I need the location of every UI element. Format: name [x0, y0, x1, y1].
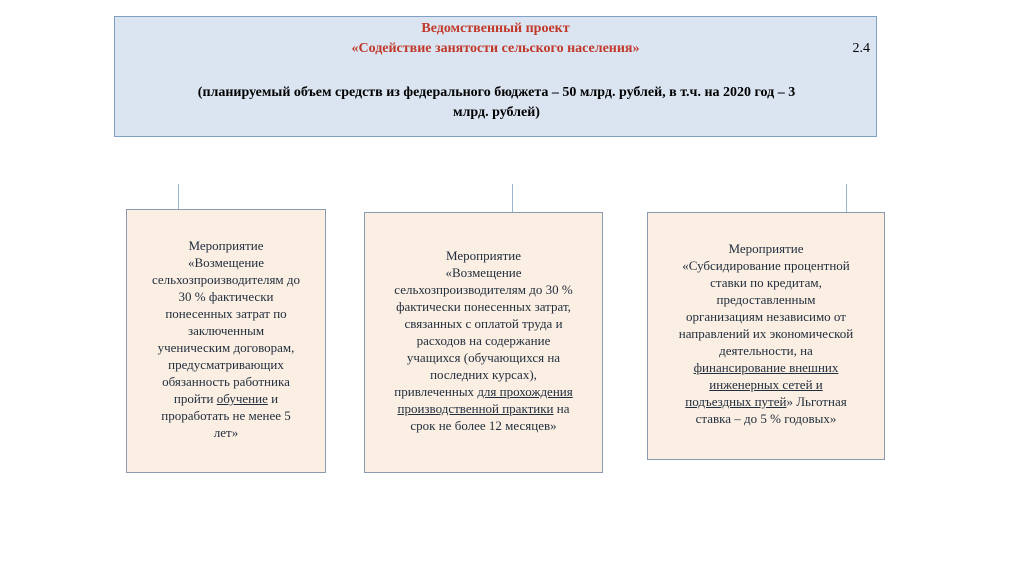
measure-text: ученическим договорам, — [157, 340, 295, 355]
measure-text: заключенным — [187, 323, 265, 338]
measure-text: деятельности, на — [719, 343, 813, 358]
measure-line — [654, 359, 878, 376]
measure-text: «Субсидирование процентной — [682, 258, 850, 273]
measure-line — [654, 342, 878, 359]
measure-card-text — [654, 240, 878, 427]
measure-line — [371, 417, 596, 434]
project-code: 2.4 — [852, 41, 870, 56]
measure-card-1 — [126, 209, 326, 473]
measure-text: Мероприятие — [728, 241, 804, 256]
measure-line — [133, 373, 319, 390]
measure-line — [654, 240, 878, 257]
underlined-text: производственной практики — [397, 401, 554, 416]
measure-line — [654, 325, 878, 342]
measure-text: сельхозпроизводителям до — [151, 272, 301, 287]
measure-text: и — [267, 391, 279, 406]
measure-line — [133, 407, 319, 424]
connector-line — [846, 184, 847, 212]
measure-text: направлений их экономической — [678, 326, 854, 341]
measure-text: Мероприятие — [188, 238, 264, 253]
measure-text: ставки по кредитам, — [710, 275, 822, 290]
measure-text: на — [553, 401, 570, 416]
measure-text: связанных с оплатой труда и — [404, 316, 563, 331]
measure-line — [371, 298, 596, 315]
measure-line — [133, 237, 319, 254]
measure-line — [133, 305, 319, 322]
measure-text: Мероприятие — [446, 248, 521, 263]
measure-text: пройти — [173, 391, 217, 406]
measure-line — [371, 400, 596, 417]
measure-line — [133, 339, 319, 356]
measure-line — [371, 366, 596, 383]
measure-text: предоставленным — [716, 292, 816, 307]
measure-line — [371, 315, 596, 332]
measure-text: «Возмещение — [187, 255, 265, 270]
measure-text: обязанность работника — [162, 374, 290, 389]
project-title: «Содействие занятости сельского населения» — [351, 41, 640, 56]
measure-line — [654, 257, 878, 274]
measure-line — [371, 281, 596, 298]
measure-line — [133, 390, 319, 407]
measure-line — [133, 322, 319, 339]
measure-line — [654, 308, 878, 325]
measure-line — [654, 393, 878, 410]
measure-text: фактически понесенных затрат, — [396, 299, 571, 314]
measure-text: ставка – до 5 % годовых» — [695, 411, 837, 426]
measure-text: 30 % фактически — [178, 289, 274, 304]
measure-text: учащихся (обучающихся на — [406, 350, 561, 365]
project-type-label: Ведомственный проект — [421, 21, 570, 36]
measure-card-text — [133, 237, 319, 441]
underlined-text: обучение — [216, 391, 268, 406]
measure-line — [654, 410, 878, 427]
measure-line — [371, 332, 596, 349]
measure-line — [133, 288, 319, 305]
measure-text: лет» — [213, 425, 239, 440]
measure-line — [133, 254, 319, 271]
measure-line — [371, 247, 596, 264]
measure-line — [133, 271, 319, 288]
connector-line — [512, 184, 513, 212]
measure-text: понесенных затрат по — [165, 306, 287, 321]
measure-line — [133, 356, 319, 373]
project-budget — [125, 83, 868, 123]
project-header — [114, 16, 877, 137]
measure-text: расходов на содержание — [416, 333, 551, 348]
measure-text: » Льготная — [786, 394, 847, 409]
measure-text: организациям независимо от — [686, 309, 846, 324]
measure-line — [654, 291, 878, 308]
measure-text: «Возмещение — [445, 265, 522, 280]
measure-line — [654, 274, 878, 291]
project-budget-line: млрд. рублей) — [453, 105, 540, 120]
measure-text: привлеченных — [394, 384, 478, 399]
project-budget-line: (планируемый объем средств из федерального бюджета – 50 млрд. рублей, в т.ч. на 2020 год – 3 — [197, 85, 796, 100]
measure-line — [371, 383, 596, 400]
underlined-text: финансирование внешних — [693, 360, 839, 375]
measure-line — [371, 264, 596, 281]
measure-text: последних курсах), — [430, 367, 537, 382]
connector-line — [178, 184, 179, 209]
measure-text: предусматривающих — [168, 357, 284, 372]
underlined-text: подъездных путей — [685, 394, 787, 409]
measure-card-2 — [364, 212, 603, 473]
underlined-text: инженерных сетей и — [709, 377, 823, 392]
underlined-text: для прохождения — [477, 384, 573, 399]
measure-text: срок не более 12 месяцев» — [410, 418, 557, 433]
measure-card-text — [371, 247, 596, 434]
measure-line — [133, 424, 319, 441]
measure-card-3 — [647, 212, 885, 460]
measure-text: сельхозпроизводителям до 30 % — [394, 282, 573, 297]
measure-text: проработать не менее 5 — [161, 408, 291, 423]
measure-line — [654, 376, 878, 393]
measure-line — [371, 349, 596, 366]
